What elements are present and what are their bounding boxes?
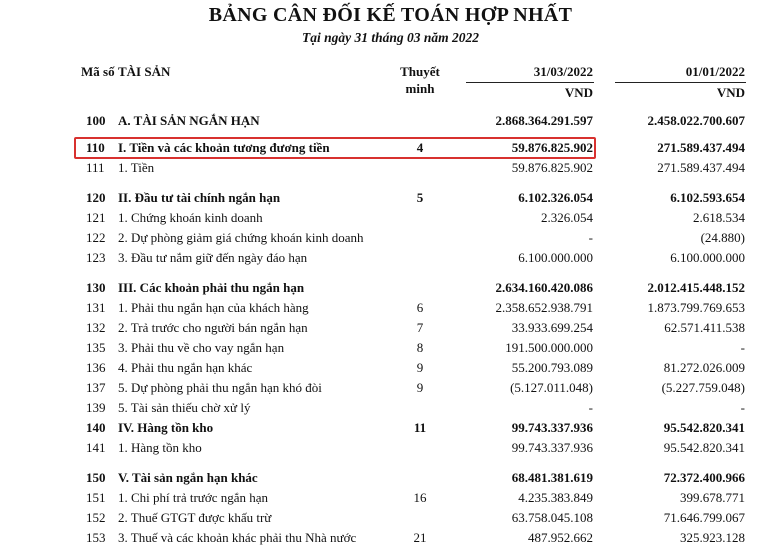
row-name: 3. Phải thu về cho vay ngắn hạn [118, 340, 285, 355]
row-value-31-03-2022: 59.876.825.902 [511, 160, 593, 175]
row-value-01-01-2022: 95.542.820.341 [663, 420, 745, 435]
row-code: 132 [86, 320, 106, 335]
row-code: 153 [86, 530, 106, 545]
row-name: I. Tiền và các khoản tương đương tiền [118, 140, 330, 155]
row-value-01-01-2022: 6.102.593.654 [670, 190, 745, 205]
row-code: 135 [86, 340, 106, 355]
row-name: 1. Chứng khoán kinh doanh [118, 210, 263, 225]
header-col2-date: 01/01/2022 [685, 64, 745, 79]
row-value-01-01-2022: 399.678.771 [680, 490, 745, 505]
row-code: 120 [86, 190, 106, 205]
table-row [0, 338, 781, 358]
row-value-31-03-2022: 68.481.381.619 [511, 470, 593, 485]
row-name: 1. Phải thu ngắn hạn của khách hàng [118, 300, 309, 315]
header-col1-date: 31/03/2022 [533, 64, 593, 79]
row-value-01-01-2022: 271.589.437.494 [657, 160, 745, 175]
row-value-31-03-2022: 59.876.825.902 [511, 140, 593, 155]
row-note: 11 [413, 420, 427, 435]
row-value-31-03-2022: - [588, 230, 593, 245]
row-name: 1. Hàng tồn kho [118, 440, 202, 455]
row-code: 110 [86, 140, 105, 155]
row-name: 1. Chi phí trả trước ngắn hạn [118, 490, 269, 505]
row-code: 136 [86, 360, 106, 375]
row-name: 3. Thuế và các khoản khác phải thu Nhà nước [118, 530, 357, 545]
table-row [0, 418, 781, 438]
row-code: 123 [86, 250, 106, 265]
row-value-31-03-2022: 6.100.000.000 [518, 250, 593, 265]
table-row [0, 278, 781, 298]
row-name: 5. Dự phòng phải thu ngắn hạn khó đòi [118, 380, 322, 395]
row-name: 2. Thuế GTGT được khấu trừ [118, 510, 272, 525]
row-name: III. Các khoản phải thu ngắn hạn [118, 280, 305, 295]
row-value-01-01-2022: 72.372.400.966 [663, 470, 745, 485]
row-value-31-03-2022: 4.235.383.849 [518, 490, 593, 505]
row-code: 137 [86, 380, 106, 395]
table-row [0, 508, 781, 528]
row-code: 121 [86, 210, 106, 225]
row-value-31-03-2022: 55.200.793.089 [511, 360, 593, 375]
row-note: 5 [416, 190, 424, 205]
row-value-31-03-2022: 2.634.160.420.086 [495, 280, 593, 295]
row-note: 6 [416, 300, 424, 315]
header-col1-currency: VND [564, 85, 593, 100]
table-row [0, 188, 781, 208]
row-name: A. TÀI SẢN NGẮN HẠN [118, 113, 260, 128]
row-value-01-01-2022: 62.571.411.538 [664, 320, 745, 335]
row-name: 1. Tiền [118, 160, 155, 175]
row-name: V. Tài sản ngắn hạn khác [118, 470, 258, 485]
row-code: 111 [86, 160, 105, 175]
row-value-01-01-2022: - [740, 340, 745, 355]
row-value-01-01-2022: 2.012.415.448.152 [647, 280, 745, 295]
row-value-01-01-2022: 2.618.534 [693, 210, 745, 225]
table-row [0, 528, 781, 548]
table-row [0, 488, 781, 508]
row-code: 151 [86, 490, 106, 505]
row-value-01-01-2022: (24.880) [700, 230, 745, 245]
document-title: BẢNG CÂN ĐỐI KẾ TOÁN HỢP NHẤT [208, 4, 573, 26]
table-row [0, 298, 781, 318]
row-name: 4. Phải thu ngắn hạn khác [118, 360, 253, 375]
header-col2-currency: VND [716, 85, 745, 100]
row-value-01-01-2022: - [740, 400, 745, 415]
row-note: 9 [416, 380, 424, 395]
row-code: 131 [86, 300, 106, 315]
row-code: 139 [86, 400, 106, 415]
table-row [0, 138, 781, 158]
table-row [0, 358, 781, 378]
row-value-01-01-2022: 325.923.128 [680, 530, 745, 545]
row-value-31-03-2022: 99.743.337.936 [511, 420, 593, 435]
table-row [0, 398, 781, 418]
row-value-31-03-2022: 191.500.000.000 [505, 340, 593, 355]
row-value-31-03-2022: 6.102.326.054 [518, 190, 593, 205]
row-name: 3. Đầu tư nắm giữ đến ngày đáo hạn [118, 250, 308, 265]
table-row [0, 111, 781, 131]
table-row [0, 438, 781, 458]
row-value-01-01-2022: 271.589.437.494 [657, 140, 745, 155]
row-name: 2. Trả trước cho người bán ngắn hạn [118, 320, 308, 335]
row-value-01-01-2022: 6.100.000.000 [670, 250, 745, 265]
row-name: 5. Tài sản thiếu chờ xử lý [118, 400, 251, 415]
table-row [0, 318, 781, 338]
row-code: 141 [86, 440, 106, 455]
row-code: 122 [86, 230, 106, 245]
row-value-31-03-2022: (5.127.011.048) [510, 380, 593, 395]
row-note: 16 [413, 490, 427, 505]
row-value-31-03-2022: 33.933.699.254 [511, 320, 593, 335]
row-code: 150 [86, 470, 106, 485]
row-value-01-01-2022: 2.458.022.700.607 [647, 113, 745, 128]
table-row [0, 248, 781, 268]
row-value-31-03-2022: 487.952.662 [528, 530, 593, 545]
table-row [0, 158, 781, 178]
header-note-line2: minh [405, 81, 435, 96]
row-value-31-03-2022: 2.358.652.938.791 [495, 300, 593, 315]
row-value-31-03-2022: - [588, 400, 593, 415]
row-value-01-01-2022: 95.542.820.341 [663, 440, 745, 455]
row-code: 100 [86, 113, 106, 128]
row-value-31-03-2022: 63.758.045.108 [511, 510, 593, 525]
row-value-01-01-2022: 1.873.799.769.653 [647, 300, 745, 315]
row-note: 4 [416, 140, 424, 155]
row-value-01-01-2022: 71.646.799.067 [663, 510, 745, 525]
row-note: 7 [416, 320, 424, 335]
row-note: 9 [416, 360, 424, 375]
table-row [0, 228, 781, 248]
row-value-31-03-2022: 2.326.054 [541, 210, 593, 225]
table-row [0, 468, 781, 488]
header-code: Mã số [81, 64, 115, 79]
row-value-31-03-2022: 99.743.337.936 [511, 440, 593, 455]
row-note: 8 [416, 340, 424, 355]
header-assets: TÀI SẢN [118, 64, 171, 79]
row-name: II. Đầu tư tài chính ngắn hạn [118, 190, 281, 205]
row-code: 152 [86, 510, 106, 525]
row-name: 2. Dự phòng giảm giá chứng khoán kinh doanh [118, 230, 364, 245]
table-row [0, 378, 781, 398]
document-subtitle: Tại ngày 31 tháng 03 năm 2022 [301, 30, 480, 45]
header-note-line1: Thuyết [400, 64, 440, 79]
row-note: 21 [413, 530, 427, 545]
row-value-01-01-2022: (5.227.759.048) [661, 380, 745, 395]
row-value-01-01-2022: 81.272.026.009 [663, 360, 745, 375]
table-row [0, 208, 781, 228]
row-code: 140 [86, 420, 106, 435]
row-value-31-03-2022: 2.868.364.291.597 [495, 113, 593, 128]
row-name: IV. Hàng tồn kho [118, 420, 214, 435]
row-code: 130 [86, 280, 106, 295]
